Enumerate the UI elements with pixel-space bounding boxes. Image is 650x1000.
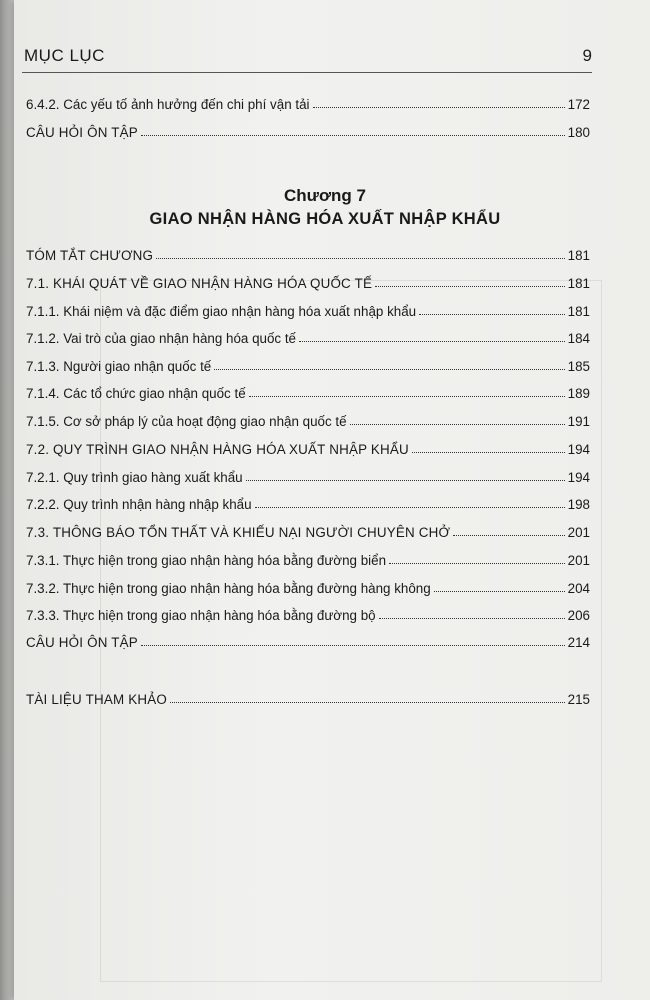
- toc-leader-dots: [255, 507, 565, 508]
- toc-entry-page: 206: [567, 608, 590, 623]
- toc-leader-dots: [214, 369, 564, 370]
- toc-entry-page: 204: [567, 581, 590, 596]
- toc-entry: [26, 271, 590, 291]
- toc-leader-dots: [313, 107, 565, 108]
- toc-entry-page: 181: [567, 276, 590, 291]
- toc-entry-label: 7.1. KHÁI QUÁT VỀ GIAO NHẬN HÀNG HÓA QUỐC TẾ: [26, 276, 373, 291]
- toc-leader-dots: [141, 645, 565, 646]
- toc-entry: [26, 92, 590, 112]
- toc-entry-page: 181: [567, 304, 590, 319]
- toc-entry-page: 180: [567, 125, 590, 140]
- toc-entry-page: 172: [567, 97, 590, 112]
- toc-entry: [26, 437, 590, 457]
- toc-entry-page: 198: [567, 497, 590, 512]
- toc-entry-label: 7.1.2. Vai trò của giao nhận hàng hóa quốc tế: [26, 331, 297, 346]
- toc-leader-dots: [379, 618, 565, 619]
- toc-entry-label: 7.3. THÔNG BÁO TỔN THẤT VÀ KHIẾU NẠI NGƯỜI CHUYÊN CHỞ: [26, 525, 451, 540]
- toc-entry-label: CÂU HỎI ÔN TẬP: [26, 635, 138, 650]
- toc-entry-label: 7.3.2. Thực hiện trong giao nhận hàng hóa bằng đường hàng không: [26, 581, 431, 596]
- toc-entry: [26, 120, 590, 140]
- toc-entry-label: 7.3.1. Thực hiện trong giao nhận hàng hóa bằng đường biển: [26, 553, 387, 568]
- toc-entry: [26, 381, 590, 401]
- toc-entry-page: 194: [567, 470, 590, 485]
- toc-leader-dots: [350, 424, 565, 425]
- toc-entry-references: [26, 687, 590, 707]
- toc-entry-label: 7.2.1. Quy trình giao hàng xuất khẩu: [26, 470, 243, 485]
- toc-leader-dots: [434, 591, 565, 592]
- toc-entry: [26, 603, 590, 623]
- toc-entry-page: 215: [567, 692, 590, 707]
- toc-entry-page: 184: [567, 331, 590, 346]
- toc-entry: [26, 243, 590, 263]
- toc-entry-label: TÓM TẮT CHƯƠNG: [26, 248, 154, 263]
- toc-entry: [26, 548, 590, 568]
- page-header: [22, 44, 592, 73]
- toc-entry: [26, 409, 590, 429]
- header-title: MỤC LỤC: [24, 46, 105, 65]
- toc-entry-label: 7.2. QUY TRÌNH GIAO NHẬN HÀNG HÓA XUẤT NHẬP KHẨU: [26, 442, 409, 457]
- toc-leader-dots: [419, 314, 565, 315]
- toc-entry: [26, 492, 590, 512]
- toc-entry-page: 194: [567, 442, 590, 457]
- toc-entry-label: 7.1.5. Cơ sở pháp lý của hoạt động giao nhận quốc tế: [26, 414, 347, 429]
- toc-entry-label: 7.1.3. Người giao nhận quốc tế: [26, 359, 212, 374]
- toc-entry: [26, 465, 590, 485]
- toc-entry-label: 7.1.4. Các tổ chức giao nhận quốc tế: [26, 386, 246, 401]
- toc-leader-dots: [249, 396, 565, 397]
- toc-entry: [26, 326, 590, 346]
- header-page-number: 9: [582, 46, 592, 65]
- toc-entry-page: 191: [567, 414, 590, 429]
- toc-leader-dots: [141, 135, 565, 136]
- toc-entry-page: 181: [567, 248, 590, 263]
- toc-leader-dots: [246, 480, 565, 481]
- toc-entry-label: 6.4.2. Các yếu tố ảnh hưởng đến chi phí vận tải: [26, 97, 310, 112]
- toc-entry-page: 189: [567, 386, 590, 401]
- toc-entry: [26, 520, 590, 540]
- toc-leader-dots: [389, 563, 565, 564]
- toc-leader-dots: [170, 702, 565, 703]
- toc-entry: [26, 354, 590, 374]
- book-spine-edge: [0, 0, 14, 1000]
- toc-entry-page: 214: [567, 635, 590, 650]
- toc-leader-dots: [156, 258, 565, 259]
- chapter-number: Chương 7: [283, 186, 366, 205]
- toc-entry-page: 201: [567, 525, 590, 540]
- chapter-title: GIAO NHẬN HÀNG HÓA XUẤT NHẬP KHẨU: [149, 210, 501, 228]
- toc-entry: [26, 630, 590, 650]
- toc-leader-dots: [453, 535, 564, 536]
- toc-entry-label: 7.3.3. Thực hiện trong giao nhận hàng hóa bằng đường bộ: [26, 608, 376, 623]
- toc-entry-label: CÂU HỎI ÔN TẬP: [26, 125, 138, 140]
- toc-entry-label: 7.1.1. Khái niệm và đặc điểm giao nhận hàng hóa xuất nhập khẩu: [26, 304, 417, 319]
- toc-entry-page: 185: [567, 359, 590, 374]
- toc-entry-label: 7.2.2. Quy trình nhận hàng nhập khẩu: [26, 497, 252, 512]
- toc-entry-page: 201: [567, 553, 590, 568]
- toc-entry: [26, 299, 590, 319]
- toc-entry-label: TÀI LIỆU THAM KHẢO: [26, 692, 168, 707]
- toc-leader-dots: [299, 341, 565, 342]
- toc-entry: [26, 576, 590, 596]
- toc-leader-dots: [412, 452, 565, 453]
- toc-leader-dots: [375, 286, 565, 287]
